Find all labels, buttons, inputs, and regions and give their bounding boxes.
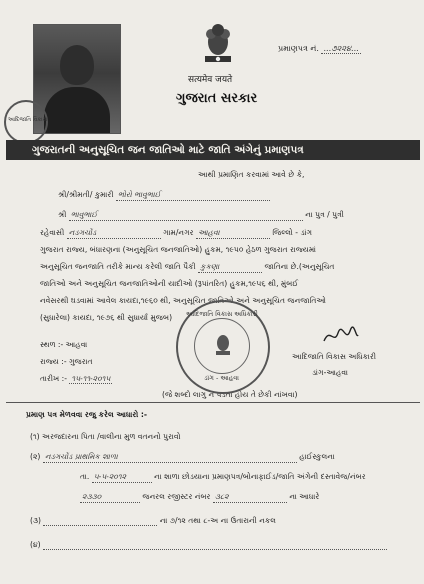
certificate-number-value: ...૭૨૨૪... xyxy=(323,44,359,53)
resident-label: રહેવાસી xyxy=(40,228,65,237)
certificate-number xyxy=(278,44,361,54)
evidence-item-4 xyxy=(30,540,387,550)
evidence-item-2 xyxy=(30,452,335,463)
certificate-number-label: પ્રમાણપત્ર નં. xyxy=(278,44,319,53)
evidence-item-3-text: ના ૭/૧૨ તથા ૮-અ ના ઉતારાની નકલ xyxy=(159,516,277,525)
name-line xyxy=(58,190,270,201)
evidence-item-2b-prefix: તા. xyxy=(80,472,90,481)
evidence-item-2b-value: ૫-૫-૨૦૧૨ xyxy=(92,472,152,483)
caste-value: કુકણા xyxy=(198,262,262,273)
national-emblem-icon xyxy=(197,20,239,68)
state-field: રાજ્ય :- ગુજરાત xyxy=(40,357,93,366)
officer-signature xyxy=(322,325,360,347)
section-divider xyxy=(6,402,420,403)
seal-bottom-text: ડાંગ - આહવા xyxy=(204,374,239,382)
evidence-item-3-blank xyxy=(43,516,157,526)
evidence-item-2c xyxy=(80,492,319,503)
motto: सत्यमेव जयते xyxy=(188,75,233,85)
paragraph-line-4: નવેસરથી ઘડવામાં આવેલ કાયદા,૧૯૬૦ થી, અનુસૂચિત જાતિઓ અને અનુસૂચિત જનજાતિઓ xyxy=(40,296,327,305)
evidence-item-4-prefix: (૪) xyxy=(30,540,41,549)
paragraph-line-1: ગુજરાત રાજ્ય, બંધારણના (અનુસૂચિત જનજાતિઓ) હુકમ, ૧૯૫૦ હેઠળ ગુજરાત રાજ્યમાં xyxy=(40,245,317,254)
parent-line xyxy=(58,210,344,221)
evidence-item-2c-text: જનરલ રજીસ્ટર નંબર xyxy=(142,492,211,501)
name-value: ભોરો ભાવુભાઈ xyxy=(116,190,270,201)
signatory-title: આદિજાતિ વિકાસ અધિકારી xyxy=(292,352,377,361)
paragraph-line-5: (સુધારેલા) કાયદા, ૧૯૭૬ થી સુધાર્યા મુજબ) xyxy=(40,313,173,322)
evidence-item-2-prefix: (૨) xyxy=(30,452,41,461)
name-label: શ્રી/શ્રીમતી/ કુમારી xyxy=(58,190,114,199)
evidence-item-2-value: નડગચોંડ પ્રાથમિક શાળા xyxy=(43,452,297,463)
left-seal xyxy=(4,100,48,144)
certify-line: આથી પ્રમાણિત કરવામાં આવે છે કે, xyxy=(198,170,305,179)
evidence-heading: પ્રમાણ પત્ર મેળવવા રજુ કરેલ આધારો :- xyxy=(26,410,148,419)
seal-emblem-icon xyxy=(213,332,233,358)
government-name: ગુજરાત સરકાર xyxy=(176,91,258,106)
date-label: તારીખ :- xyxy=(40,374,67,383)
strike-note: (જે શબ્દો લાગુ ન પડતા હોય તે છેકી નાંખવા) xyxy=(162,390,298,399)
official-seal xyxy=(176,300,270,394)
evidence-item-2b-text: ના શાળા છોડયાના પ્રમાણપત્ર/બોનાફાઈડ/જાતિ અંગેની દસ્તાવેજ/નંબર xyxy=(154,472,366,481)
paragraph-line-3: જાતિઓ અને અનુસૂચિત જનજાતિઓની યાદીઓ (રૂપાંતરિત) હુકમ,૧૯૫૬ થી, મુંબઈ xyxy=(40,279,299,288)
parent-label: શ્રી xyxy=(58,210,67,219)
photo-body xyxy=(44,87,110,133)
evidence-item-3-prefix: (૩) xyxy=(30,516,41,525)
district-value: આહવા xyxy=(196,228,270,239)
date-value: ૧૫-૧૧-૨૦૧૫ xyxy=(71,374,111,383)
village-label: ગામ/નગર xyxy=(163,228,194,237)
evidence-item-2-suffix: હાઈસ્કુલના xyxy=(299,452,335,461)
son-daughter-label: ના પુત્ર / પુત્રી xyxy=(305,210,344,219)
paragraph-2a: અનુસૂચિત જનજાતિ તરીકે માન્ય કરેલી જાતિ પૈકી xyxy=(40,262,196,271)
evidence-item-1: (૧) અરજદારના પિતા /વાલીના મુળ વતનનો પુરાવો xyxy=(30,432,181,441)
paragraph-2b: જાતિના છે.(અનુસૂચિત xyxy=(264,262,335,271)
evidence-item-4-blank xyxy=(43,540,387,550)
photo-head xyxy=(60,45,94,85)
place-field: સ્થળ :- આહવા xyxy=(40,340,88,349)
district-label: જિલ્લો - ડાંગ xyxy=(272,228,313,237)
evidence-item-3 xyxy=(30,516,276,526)
evidence-item-2c-suffix: ના આધારે xyxy=(289,492,320,501)
certificate-title: ગુજરાતની અનુસૂચિત જન જાતિઓ માટે જાતિ અંગેનું પ્રમાણપત્ર xyxy=(6,140,420,160)
seal-top-text: આદિજાતિ વિકાસ અધિકારી xyxy=(186,310,258,318)
signatory-place: ડાંગ-આહવા xyxy=(312,368,348,377)
evidence-item-2b xyxy=(80,472,366,483)
village-value: નડગચોંડ xyxy=(67,228,161,239)
parent-value: ભાવુભાઈ xyxy=(69,210,303,221)
left-seal-text: આદિજાતિ વિકાસ xyxy=(8,117,48,123)
evidence-item-2c-value2: ૩૮૨ xyxy=(213,492,287,503)
paragraph-line-2 xyxy=(40,262,334,273)
resident-line xyxy=(40,228,312,239)
date-field xyxy=(40,374,112,384)
evidence-item-2c-value: ૨૩૩૦ xyxy=(80,492,140,503)
